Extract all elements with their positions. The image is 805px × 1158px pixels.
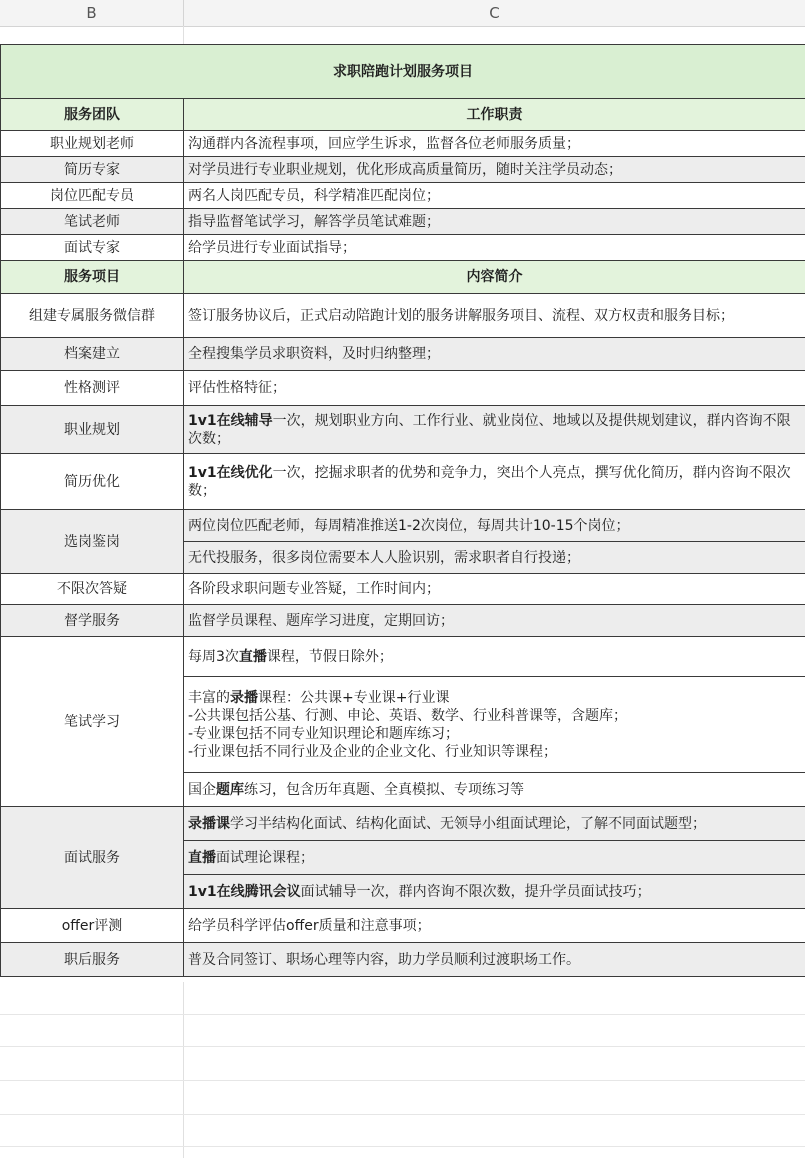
gridline bbox=[183, 982, 184, 1158]
team-duty-cell[interactable]: 指导监督笔试学习，解答学员笔试难题； bbox=[184, 209, 805, 235]
service-content-cell[interactable]: 签订服务协议后，正式启动陪跑计划的服务讲解服务项目、流程、双方权责和服务目标； bbox=[184, 294, 805, 338]
service-content-cell[interactable]: 监督学员课程、题库学习进度，定期回访； bbox=[184, 605, 805, 637]
gridline bbox=[0, 1114, 805, 1115]
text: 一次，挖掘求职者的优势和竞争力，突出个人亮点，撰写优化简历，群内咨询不限次数； bbox=[188, 464, 791, 499]
gridline bbox=[183, 26, 184, 44]
service-content-cell[interactable] bbox=[184, 841, 805, 875]
gridline bbox=[0, 1080, 805, 1081]
text: 课程，节假日除外； bbox=[266, 648, 393, 665]
team-duty-cell[interactable]: 两名人岗匹配专员，科学精准匹配岗位； bbox=[184, 183, 805, 209]
service-content-cell[interactable] bbox=[184, 773, 805, 807]
gridline bbox=[0, 1146, 805, 1147]
column-header-bar bbox=[0, 0, 805, 27]
bold-text: 直播 bbox=[188, 849, 216, 866]
bold-text: 录播课 bbox=[188, 815, 230, 832]
service-content-cell[interactable] bbox=[184, 807, 805, 841]
service-item-cell[interactable]: offer评测 bbox=[1, 909, 184, 943]
service-item-cell[interactable]: 不限次答疑 bbox=[1, 574, 184, 605]
bold-text: 题库 bbox=[216, 781, 244, 798]
bold-text: 1v1在线优化 bbox=[188, 464, 273, 481]
text-line: -专业课包括不同专业知识理论和题库练习； bbox=[188, 725, 460, 742]
team-header-role[interactable]: 服务团队 bbox=[1, 99, 184, 131]
service-table bbox=[0, 44, 805, 977]
service-content-cell[interactable] bbox=[184, 454, 805, 510]
team-duty-cell[interactable]: 给学员进行专业面试指导； bbox=[184, 235, 805, 261]
gridline bbox=[0, 1046, 805, 1047]
bold-text: 1v1在线辅导 bbox=[188, 412, 273, 429]
team-role-cell[interactable]: 简历专家 bbox=[1, 157, 184, 183]
service-item-cell[interactable]: 档案建立 bbox=[1, 338, 184, 371]
service-content-cell[interactable] bbox=[184, 406, 805, 454]
service-item-cell[interactable]: 笔试学习 bbox=[1, 637, 184, 807]
text: 面试理论课程； bbox=[216, 849, 314, 866]
service-item-cell[interactable]: 组建专属服务微信群 bbox=[1, 294, 184, 338]
team-duty-cell[interactable]: 对学员进行专业职业规划，优化形成高质量简历，随时关注学员动态； bbox=[184, 157, 805, 183]
service-item-cell[interactable]: 选岗鉴岗 bbox=[1, 510, 184, 574]
service-content-cell[interactable]: 两位岗位匹配老师，每周精准推送1-2次岗位，每周共计10-15个岗位； bbox=[184, 510, 805, 542]
team-duty-cell[interactable]: 沟通群内各流程事项，回应学生诉求，监督各位老师服务质量； bbox=[184, 131, 805, 157]
service-item-cell[interactable]: 督学服务 bbox=[1, 605, 184, 637]
text: 丰富的 bbox=[188, 689, 230, 706]
text-line bbox=[188, 689, 801, 707]
text: 课程：公共课+专业课+行业课 bbox=[258, 689, 450, 706]
text: 练习，包含历年真题、全真模拟、专项练习等 bbox=[244, 781, 524, 798]
text: 每周3次 bbox=[188, 648, 239, 665]
bold-text: 录播 bbox=[230, 689, 258, 706]
text: 面试辅导一次，群内咨询不限次数，提升学员面试技巧； bbox=[300, 883, 651, 900]
service-content-cell[interactable]: 普及合同签订、职场心理等内容，助力学员顺利过渡职场工作。 bbox=[184, 943, 805, 977]
service-content-cell[interactable] bbox=[184, 637, 805, 677]
team-role-cell[interactable]: 岗位匹配专员 bbox=[1, 183, 184, 209]
text-line: -行业课包括不同行业及企业的企业文化、行业知识等课程； bbox=[188, 743, 558, 760]
sheet-title[interactable]: 求职陪跑计划服务项目 bbox=[1, 45, 805, 99]
service-content-cell[interactable]: 评估性格特征； bbox=[184, 371, 805, 406]
service-content-cell[interactable]: 无代投服务，很多岗位需要本人人脸识别，需求职者自行投递； bbox=[184, 542, 805, 574]
gridline bbox=[0, 1014, 805, 1015]
service-content-cell[interactable] bbox=[184, 875, 805, 909]
bold-text: 1v1在线腾讯会议 bbox=[188, 883, 301, 900]
team-header-duty[interactable]: 工作职责 bbox=[184, 99, 805, 131]
service-item-cell[interactable]: 职后服务 bbox=[1, 943, 184, 977]
bold-text: 直播 bbox=[238, 648, 267, 665]
service-content-cell[interactable]: 给学员科学评估offer质量和注意事项； bbox=[184, 909, 805, 943]
service-header-content[interactable]: 内容简介 bbox=[184, 261, 805, 294]
team-role-cell[interactable]: 职业规划老师 bbox=[1, 131, 184, 157]
text-line: -公共课包括公基、行测、申论、英语、数学、行业科普课等，含题库； bbox=[188, 707, 628, 724]
team-role-cell[interactable]: 笔试老师 bbox=[1, 209, 184, 235]
column-header-c[interactable]: C bbox=[489, 4, 500, 22]
text: 一次，规划职业方向、工作行业、就业岗位、地域以及提供规划建议，群内咨询不限次数； bbox=[188, 412, 791, 447]
column-header-b[interactable]: B bbox=[0, 0, 184, 26]
service-item-cell[interactable]: 职业规划 bbox=[1, 406, 184, 454]
team-role-cell[interactable]: 面试专家 bbox=[1, 235, 184, 261]
text: 学习半结构化面试、结构化面试、无领导小组面试理论，了解不同面试题型； bbox=[230, 815, 706, 832]
service-content-cell[interactable]: 各阶段求职问题专业答疑，工作时间内； bbox=[184, 574, 805, 605]
service-item-cell[interactable]: 性格测评 bbox=[1, 371, 184, 406]
service-item-cell[interactable]: 面试服务 bbox=[1, 807, 184, 909]
service-item-cell[interactable]: 简历优化 bbox=[1, 454, 184, 510]
service-content-cell[interactable]: 全程搜集学员求职资料，及时归纳整理； bbox=[184, 338, 805, 371]
service-header-item[interactable]: 服务项目 bbox=[1, 261, 184, 294]
text: 国企 bbox=[188, 781, 216, 798]
service-content-cell[interactable] bbox=[184, 677, 805, 773]
